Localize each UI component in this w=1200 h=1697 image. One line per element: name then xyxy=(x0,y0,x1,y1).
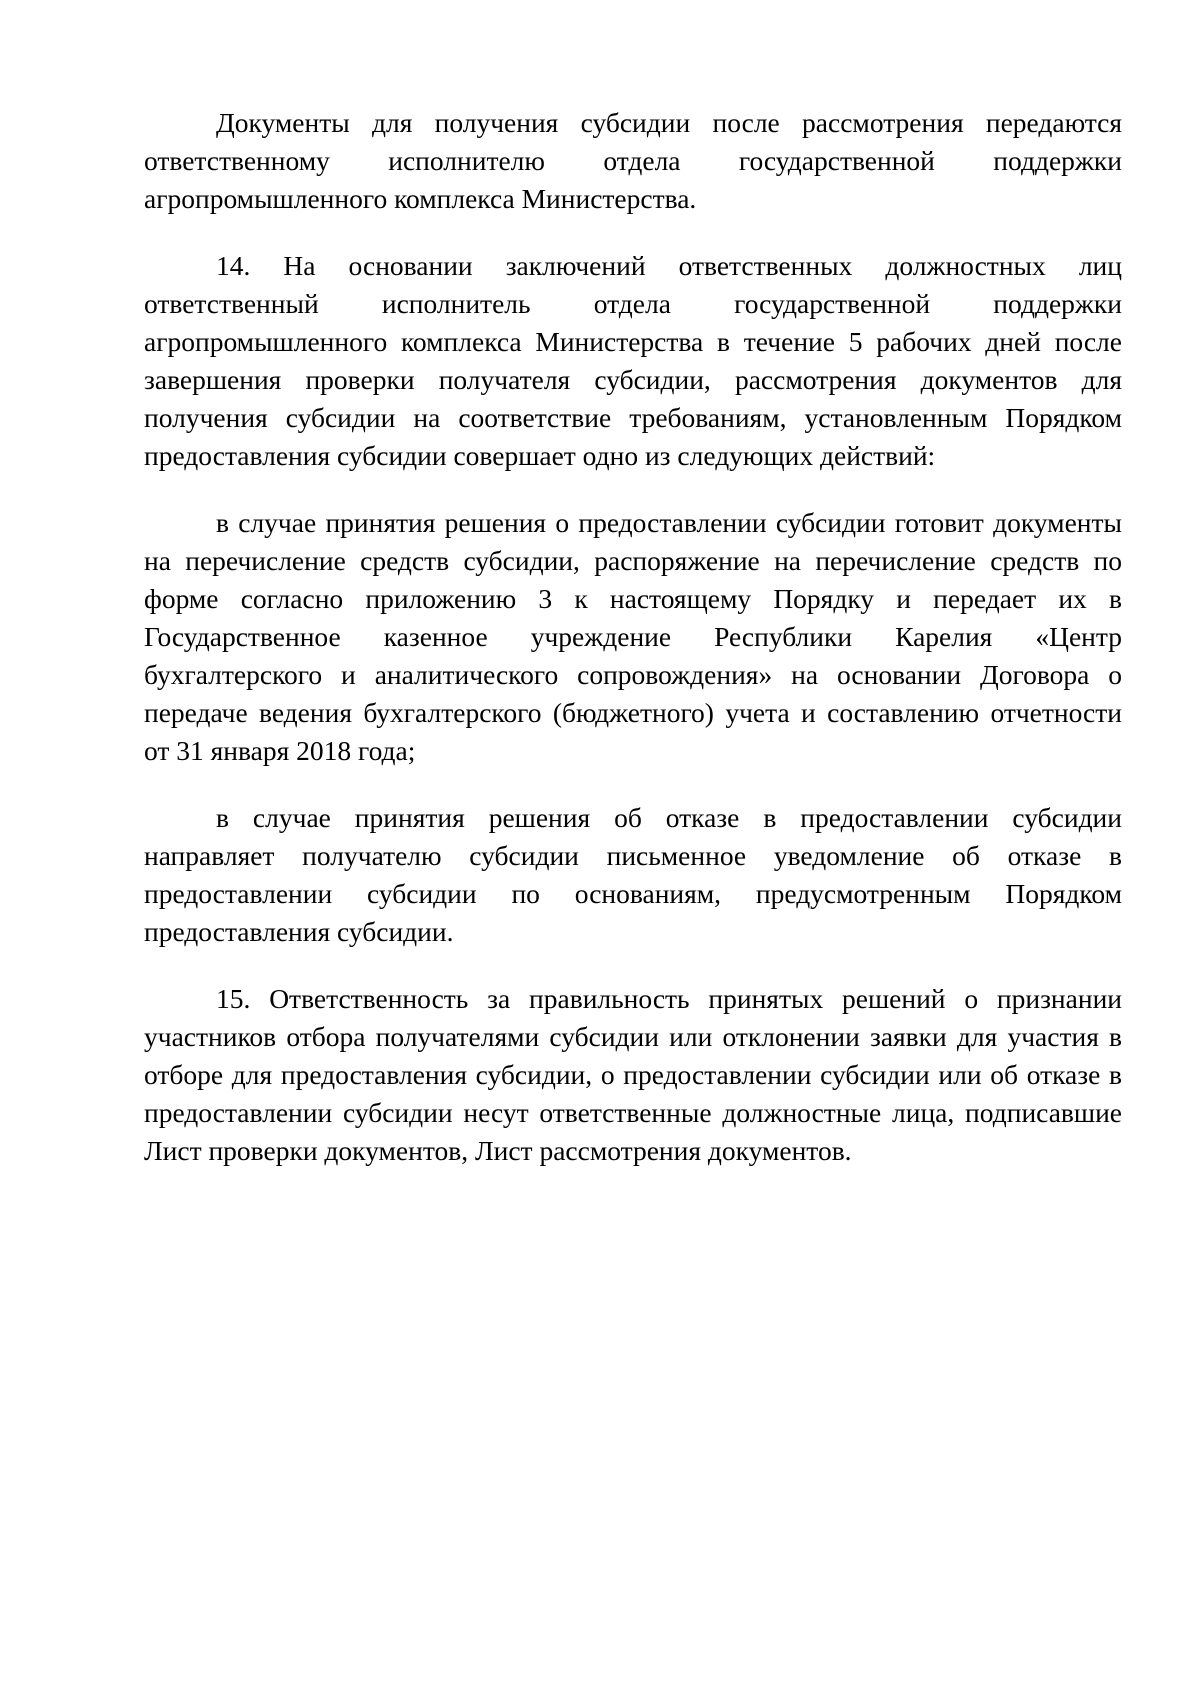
paragraph-item-14: 14. На основании заключений ответственных должностных лиц ответственный исполнитель отдела государственной поддержки агропромышленного комплекса Министерства в течение 5 рабочих дней после завершения проверки получателя субсидии, рассмотрения документов для получения субсидии на соответствие требованиям, установленным Порядком предоставления субсидии совершает одно из следующих действий: xyxy=(144,250,1122,471)
paragraph-refusal-decision: в случае принятия решения об отказе в предоставлении субсидии направляет получателю субсидии письменное уведомление об отказе в предоставлении субсидии по основаниям, предусмотренным Порядком предоставления субсидии. xyxy=(144,802,1122,947)
paragraph-documents-transfer: Документы для получения субсидии после рассмотрения передаются ответственному исполнителю отдела государственной поддержки агропромышленного комплекса Министерства. xyxy=(144,107,1122,214)
paragraph-item-15: 15. Ответственность за правильность принятых решений о признании участников отбора получателями субсидии или отклонении заявки для участия в отборе для предоставления субсидии, о предоставлении субсидии или об отказе в предоставлении субсидии несут ответственные должностные лица, подписавшие Лист проверки документов, Лист рассмотрения документов. xyxy=(144,983,1122,1166)
document-body xyxy=(144,104,1122,1199)
paragraph-grant-decision: в случае принятия решения о предоставлении субсидии готовит документы на перечисление средств субсидии, распоряжение на перечисление средств по форме согласно приложению 3 к настоящему Порядку и передает их в Государственное казенное учреждение Республики Карелия «Центр бухгалтерского и аналитического сопровождения» на основании Договора о передаче ведения бухгалтерского (бюджетного) учета и составлению отчетности от 31 января 2018 года; xyxy=(144,507,1122,766)
